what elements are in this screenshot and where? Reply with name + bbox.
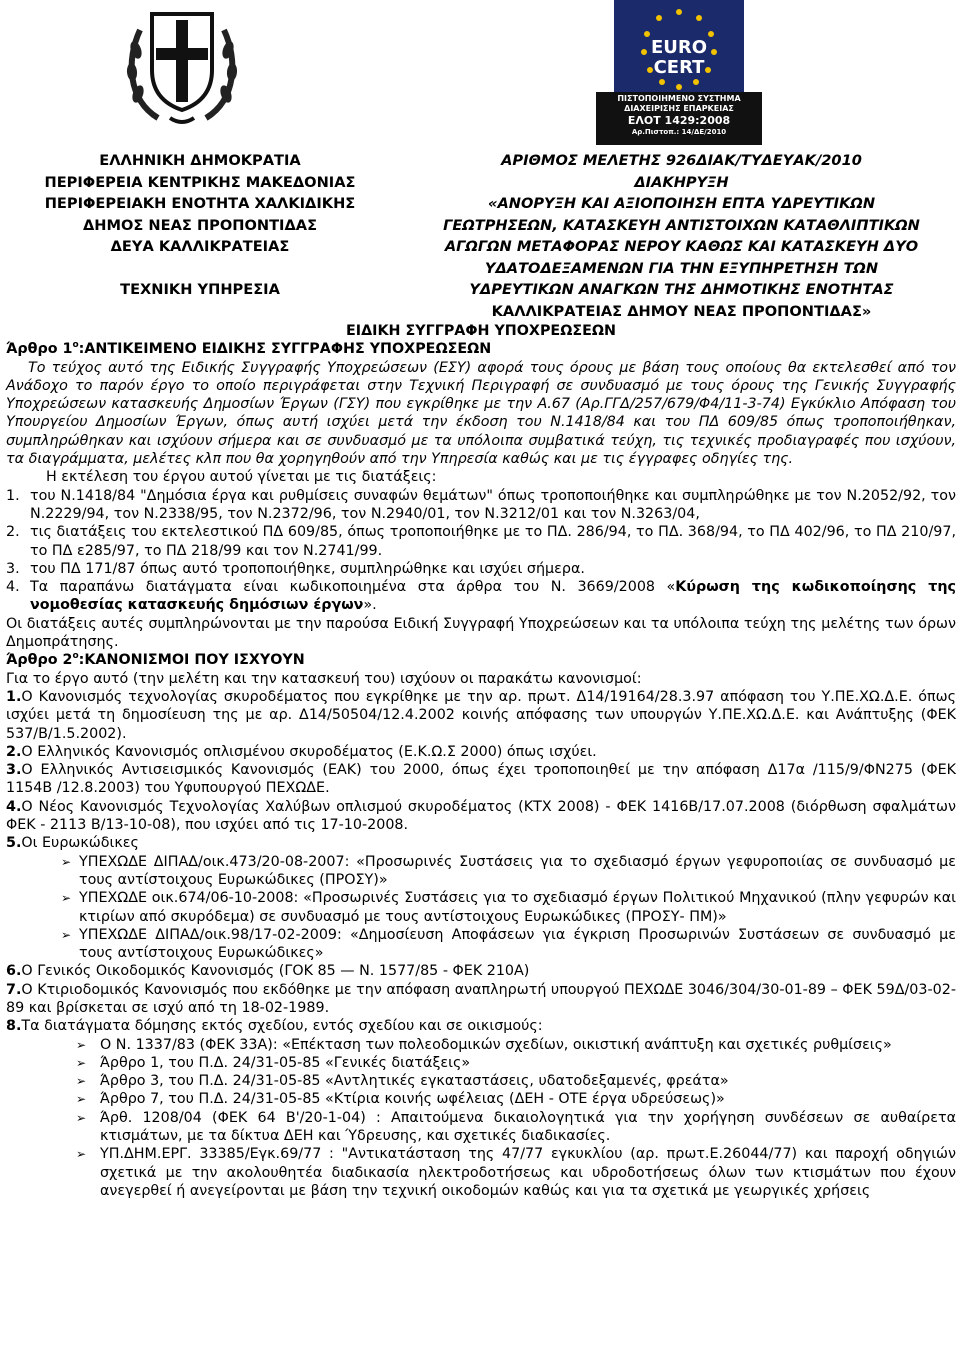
article-1-paragraph: Το τεύχος αυτό της Ειδικής Συγγραφής Υποχρεώσεων (ΕΣΥ) αφορά τους όρους με βάση τους οποίους θα εκτελεσθεί από τον Ανάδοχο το παρόν έργο το οποίο περιγράφεται στην Τεχνική Περιγραφή σε συνδυασμό με τους όρους της Γενικής Συγγραφής Υποχρεώσεων κατασκευής Δημοσίων Έργων (ΓΣΥ) που εγκρίθηκε με την Α.67 (Αρ.ΓΓΔ/257/679/Φ4/11-3-74) Εγκύκλιο Απόφαση του Υπουργείου Δημοσίων Έργων, όπως αυτή ισχύει μετά την έκδοση του Ν.1418/84 και του ΠΔ 609/85 όπως τροποποιήθηκαν, συμπληρώθηκαν και ισχύουν σήμερα και σε συνδυασμό με τα υπόλοιπα συμβατικά τεύχη, τις τεχνικές προδιαγραφές που ισχύουν, τα διαγράμματα, μελέτες κλπ που θα χορηγηθούν από την Υπηρεσία καθώς και με τις έγγραφες οδηγίες της.: [6, 359, 956, 468]
arrow-bullet-icon: ➢: [76, 1092, 87, 1107]
section-title: ΕΙΔΙΚΗ ΣΥΓΓΡΑΦΗ ΥΠΟΧΡΕΩΣΕΩΝ: [345, 323, 616, 339]
list-item: 3.Ο Ελληνικός Αντισεισμικός Κανονισμός (ΕΑΚ) του 2000, όπως έχει τροποποιηθεί με την απόφαση Δ17α /115/9/ΦΝ275 (ΦΕΚ 1154Β /12.8.2003) του Υφυπουργού ΠΕΧΩΔΕ.: [6, 762, 956, 797]
list-item: ➢ ΥΠ.ΔΗΜ.ΕΡΓ. 33385/Εγκ.69/77 : "Αντικατάσταση της 47/77 εγκυκλίου (αρ. πρωτ.Ε.26044/77) και παροχή οδηγιών σχετικά με την ακολουθητέα διαδικασία ηλεκτροδοτήσεως και υδροδοτήσεως όλων των κτισμάτων που έχουν ανεγερθεί ή ανεγείρονται με βάση την τεχνική οικοδομών καθώς και για τα σχετικά με γεωργικές χρήσεις: [76, 1146, 956, 1199]
list-item: ➢ Άρθρο 3, του Π.Δ. 24/31-05-85 «Αντλητικές εγκαταστάσεις, υδατοδεξαμενές, φρεάτα»: [76, 1073, 729, 1090]
project-title-line: «ΑΝΟΡΥΞΗ ΚΑΙ ΑΞΙΟΠΟΙΗΣΗ ΕΠΤΑ ΥΔΡΕΥΤΙΚΩΝ: [487, 195, 876, 212]
list-item: ➢ ΥΠΕΧΩΔΕ ΔΙΠΑΔ/οικ.98/17-02-2009: «Δημοσίευση Αποφάσεων για έγκριση Προσωρινών Συστάσεων σε συνδυασμό με τους αντίστοιχους Ευρωκώδικες»: [61, 926, 956, 962]
authority-header: [0, 150, 400, 301]
list-item: 2. τις διατάξεις του εκτελεστικού ΠΔ 609/85, όπως τροποποιήθηκε με το ΠΔ. 286/94, το ΠΔ. 368/94, το ΠΔ 402/96, το ΠΔ 210/97, το ΠΔ ε285/97, το ΠΔ 218/99 και τον Ν.2741/99.: [6, 524, 956, 559]
article-1-heading: Άρθρο $1^o:ANTIKEIMENO$ ΕΙΔΙΚΗΣ ΣΥΓΓΡΑΦΗΣ ΥΠΟΧΡΕΩΣΕΩΝ: [6, 340, 492, 358]
list-item: 2.Ο Ελληνικός Κανονισμός οπλισμένου σκυροδέματος (Ε.Κ.Ω.Σ 2000) όπως ισχύει.: [6, 743, 597, 760]
list-item: 8.Τα διατάγματα δόμησης εκτός σχεδίου, εντός σχεδίου και σε οικισμούς:: [6, 1018, 543, 1035]
project-title-line: ΥΔΑΤΟΔΕΞΑΜΕΝΩΝ ΓΙΑ ΤΗΝ ΕΞΥΠΗΡΕΤΗΣΗ ΤΩΝ: [484, 259, 879, 277]
article-1-closing: Οι διατάξεις αυτές συμπληρώνονται με την παρούσα Ειδική Συγγραφή Υποχρεώσεων και τα υπόλοιπα τεύχη της μελέτης των όρων Δημοπράτησης.: [6, 615, 956, 651]
arrow-bullet-icon: ➢: [61, 891, 72, 906]
article-2-heading: Άρθρο $2^o:KANONI\Sigma MOI$ ΠΟΥ ΙΣΧΥΟΥΝ: [6, 651, 305, 669]
arrow-bullet-icon: ➢: [76, 1037, 87, 1052]
list-item: 1. του Ν.1418/84 "Δημόσια έργα και ρυθμίσεις συναφών θεμάτων" όπως τροποποιήθηκε και συμπληρώθηκε με τον Ν.2052/92, τον Ν.2229/94, τον Ν.2338/95, τον Ν.2372/96, τον Ν.2940/01, τον Ν.3212/01 και τον Ν.3263/04,: [6, 487, 956, 522]
provisions-list: [6, 487, 956, 615]
list-item: ➢ ΥΠΕΧΩΔΕ ΔΙΠΑΔ/οικ.473/20-08-2007: «Προσωρινές Συστάσεις για το σχεδιασμό έργων γεφυροποιίας σε συνδυασμό με τους αντίστοιχους Ευρωκώδικες (ΠΡΟΣΥ)»: [61, 853, 956, 888]
list-item: ➢ Άρθρο 7, του Π.Δ. 24/31-05-85 «Κτίρια κοινής ωφέλειας (ΔΕΗ - ΟΤΕ έργα υδρεύσεως)»: [76, 1091, 725, 1108]
header-line: ΠΕΡΙΦΕΡΕΙΑΚΗ ΕΝΟΤΗΤΑ ΧΑΛΚΙΔΙΚΗΣ: [44, 195, 356, 212]
arrow-bullet-icon: ➢: [76, 1055, 87, 1070]
list-item: 1.Ο Κανονισμός τεχνολογίας σκυροδέματος που εγκρίθηκε με την αρ. πρωτ. Δ14/19164/28.3.97 απόφαση του Υ.ΠΕ.ΧΩ.Δ.Ε. όπως ισχύει μετά τη δημοσίευση της με αρ. Δ14/50504/12.4.2002 κοινής απόφασης των υπουργών Υ.ΠΕ.ΧΩ.Δ.Ε. και Ανάπτυξης (ΦΕΚ 537/Β/1.5.2002).: [6, 688, 956, 742]
header-line: ΔΕΥΑ ΚΑΛΛΙΚΡΑΤΕΙΑΣ: [110, 238, 290, 255]
department-name: ΤΕΧΝΙΚΗ ΥΠΗΡΕΣΙΑ: [120, 281, 280, 298]
header-line: ΕΛΛΗΝΙΚΗ ΔΗΜΟΚΡΑΤΙΑ: [99, 152, 301, 169]
list-item: ➢ Ο Ν. 1337/83 (ΦΕΚ 33Α): «Επέκταση των πολεοδομικών σχεδίων, οικιστική ανάπτυξη και σχετικές ρυθμίσεις»: [76, 1036, 892, 1053]
list-item: 6.Ο Γενικός Οικοδομικός Κανονισμός (ΓΟΚ 85 — Ν. 1577/85 - ΦΕΚ 210Α): [6, 963, 530, 980]
study-number: ΑΡΙΘΜΟΣ ΜΕΛΕΤΗΣ 926ΔΙΑΚ/ΤΥΔΕΥΑΚ/2010: [501, 152, 862, 169]
arrow-bullet-icon: ➢: [76, 1147, 87, 1162]
cert-caption: ΠΙΣΤΟΠΟΙΗΜΕΝΟ ΣΥΣΤΗΜΑ ΔΙΑΧΕΙΡΙΣΗΣ ΕΠΑΡΚΕΙΑΣ ΕΛΟΤ 1429:2008 Αρ.Πιστοπ.: 14/ΔΕ/2010: [617, 94, 741, 136]
list-item: 4.Ο Νέος Κανονισμός Τεχνολογίας Χαλύβων οπλισμού σκυροδέματος (ΚΤΧ 2008) - ΦΕΚ 1416Β/17.07.2008 (διόρθωση σφαλμάτων ΦΕΚ - 2113 Β/13-10-08), που ισχύει από τις 17-10-2008.: [6, 798, 956, 834]
list-item: 4. Τα παραπάνω διατάγματα είναι κωδικοποιημένα στα άρθρα του Ν. 3669/2008 «Κύρωση της κωδικοποίησης της νομοθεσίας κατασκευής δημόσιων έργων».: [6, 579, 956, 614]
document-body: [6, 322, 956, 1200]
provisions-intro: Η εκτέλεση του έργου αυτού γίνεται με τις διατάξεις:: [46, 469, 437, 486]
document-type: ΔΙΑΚΗΡΥΞΗ: [634, 173, 729, 191]
header-line: ΔΗΜΟΣ ΝΕΑΣ ΠΡΟΠΟΝΤΙΔΑΣ: [82, 216, 318, 234]
arrow-bullet-icon: ➢: [61, 854, 72, 869]
project-title-line: ΚΑΛΛΙΚΡΑΤΕΙΑΣ ΔΗΜΟΥ ΝΕΑΣ ΠΡΟΠΟΝΤΙΔΑΣ»: [491, 302, 872, 320]
list-item: 5.Οι Ευρωκώδικες: [6, 835, 139, 852]
list-item: ➢ ΥΠΕΧΩΔΕ οικ.674/06-10-2008: «Προσωρινές Συστάσεις για το σχεδιασμό έργων Πολιτικού Μηχανικού (πλην γεφυρών και κτιρίων από σκυρόδεμα) σε συνδυασμό με τους αντίστοιχους Ευρωκώδικες (ΠΡΟΣΥ- ΠΜ)»: [61, 890, 956, 925]
regulations-list: [6, 688, 956, 1200]
project-title-line: ΓΕΩΤΡΗΣΕΩΝ, ΚΑΤΑΣΚΕΥΗ ΑΝΤΙΣΤΟΙΧΩΝ ΚΑΤΑΘΛΙΠΤΙΚΩΝ: [443, 216, 920, 234]
greek-emblem-icon: [118, 0, 246, 130]
header-line: ΠΕΡΙΦΕΡΕΙΑ ΚΕΝΤΡΙΚΗΣ ΜΑΚΕΔΟΝΙΑΣ: [44, 173, 356, 191]
list-item: ➢ Άρθρο 1, του Π.Δ. 24/31-05-85 «Γενικές διατάξεις»: [76, 1054, 471, 1071]
article-2-intro: Για το έργο αυτό (την μελέτη και την κατασκευή του) ισχύουν οι παρακάτω κανονισμοί:: [6, 670, 642, 687]
list-item: 3. του ΠΔ 171/87 όπως αυτό τροποποιήθηκε, συμπληρώθηκε και ισχύει σήμερα.: [6, 560, 585, 577]
list-item: 7.Ο Κτιριοδομικός Κανονισμός που εκδόθηκε με την απόφαση αναπληρωτή υπουργού ΠΕΧΩΔΕ 3046/304/30-01-89 – ΦΕΚ 59Δ/03-02-89 και βρίσκεται σε ισχύ από τη 18-02-1989.: [6, 981, 956, 1016]
arrow-bullet-icon: ➢: [76, 1110, 87, 1125]
arrow-bullet-icon: ➢: [61, 927, 72, 942]
eurocert-badge: [596, 0, 762, 145]
project-title-line: ΥΔΡΕΥΤΙΚΩΝ ΑΝΑΓΚΩΝ ΤΗΣ ΔΗΜΟΤΙΚΗΣ ΕΝΟΤΗΤΑΣ: [469, 281, 894, 298]
arrow-bullet-icon: ➢: [76, 1074, 87, 1089]
project-title-line: ΑΓΩΓΩΝ ΜΕΤΑΦΟΡΑΣ ΝΕΡΟΥ ΚΑΘΩΣ ΚΑΙ ΚΑΤΑΣΚΕΥΗ ΔΥΟ: [444, 238, 919, 255]
eurocert-text: EURO CERT: [650, 37, 708, 78]
project-header: [403, 150, 960, 322]
list-item: ➢ Άρθ. 1208/04 (ΦΕΚ 64 Β'/20-1-04) : Απαιτούμενα δικαιολογητικά για την χορήγηση συνδέσεων σε αυθαίρετα κτισμάτων, με τα δίκτυα ΔΕΗ και Ύδρευσης, και σχετικές διαδικασίες.: [76, 1109, 956, 1145]
